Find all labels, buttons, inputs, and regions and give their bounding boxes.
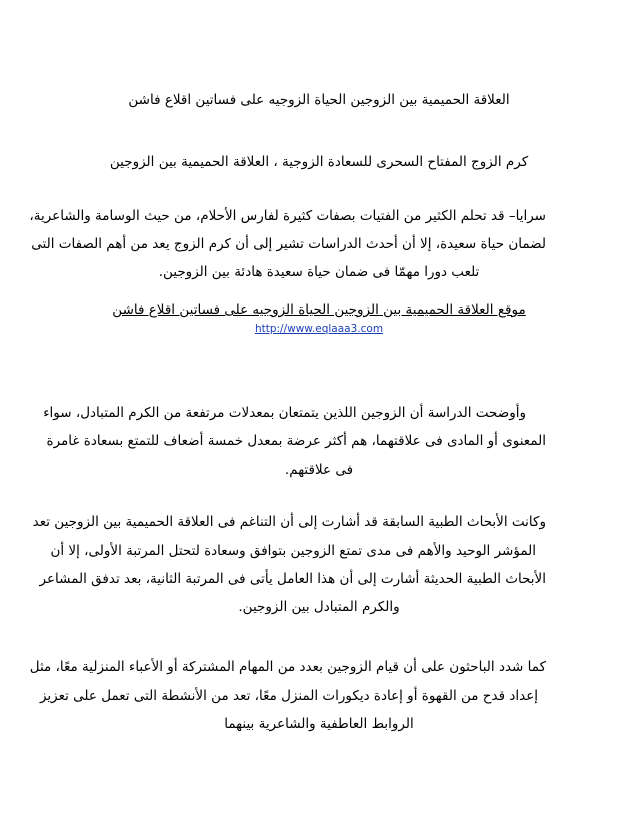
paragraph-line: المؤشر الوحيد والأهم فى مدى تمتع الزوجين بتوافق وسعادة لتحتل المرتبة الأولى، إلا أن bbox=[50, 543, 536, 559]
paragraph-line: سرايا– قد تحلم الكثير من الفتيات بصفات كثيرة لفارس الأحلام، من حيث الوسامة والشاعرية، bbox=[29, 208, 546, 224]
document-subtitle: كرم الزوج المفتاح السحرى للسعادة الزوجية ، العلاقة الحميمية بين الزوجين bbox=[109, 154, 529, 170]
paragraph-line: الأبحاث الطبية الحديثة أشارت إلى أن هذا العامل يأتى فى المرتبة الثانية، بعد تدفق المشاعر bbox=[39, 571, 546, 587]
paragraph-line: فى علاقتهم. bbox=[284, 462, 354, 478]
paragraph-line: وأوضحت الدراسة أن الزوجين اللذين يتمتعان بمعدلات مرتفعة من الكرم المتبادل، سواء bbox=[43, 405, 526, 421]
source-link-title[interactable]: موقع العلاقة الحميمية بين الزوجين الحياة الزوجيه على فساتين اقلاع فاشن bbox=[112, 302, 526, 318]
paragraph-line: الروابط العاطفية والشاعرية بينهما bbox=[224, 716, 414, 732]
source-url-row bbox=[0, 319, 638, 339]
source-url-link[interactable]: http://www.eqlaaa3.com bbox=[254, 323, 384, 335]
document-title: العلاقة الحميمية بين الزوجين الحياة الزوجيه على فساتين اقلاع فاشن bbox=[128, 92, 510, 108]
paragraph-line: إعداد قدح من القهوة أو إعادة ديكورات المنزل معًا، تعد من الأنشطة التى تعمل على تعزيز bbox=[39, 688, 538, 704]
paragraph-line: لضمان حياة سعيدة، إلا أن أحدث الدراسات تشير إلى أن كرم الزوج يعد من أهم الصفات التى bbox=[31, 236, 546, 252]
paragraph-line: المعنوى أو المادى فى علاقتهما، هم أكثر عرضة بمعدل خمسة أضعاف للتمتع بسعادة غامرة bbox=[46, 433, 546, 449]
paragraph-line: والكرم المتبادل بين الزوجين. bbox=[238, 599, 400, 615]
paragraph-line: كما شدد الباحثون على أن قيام الزوجين بعدد من المهام المشتركة أو الأعباء المنزلية معًا، مثل bbox=[29, 659, 546, 675]
source-link-label bbox=[0, 300, 638, 320]
paragraph-line: وكانت الأبحاث الطبية السابقة قد أشارت إلى أن التناغم فى العلاقة الحميمية بين الزوجين تعد bbox=[32, 514, 546, 530]
paragraph-line: تلعب دورا مهمّا فى ضمان حياة سعيدة هادئة بين الزوجين. bbox=[158, 264, 480, 280]
